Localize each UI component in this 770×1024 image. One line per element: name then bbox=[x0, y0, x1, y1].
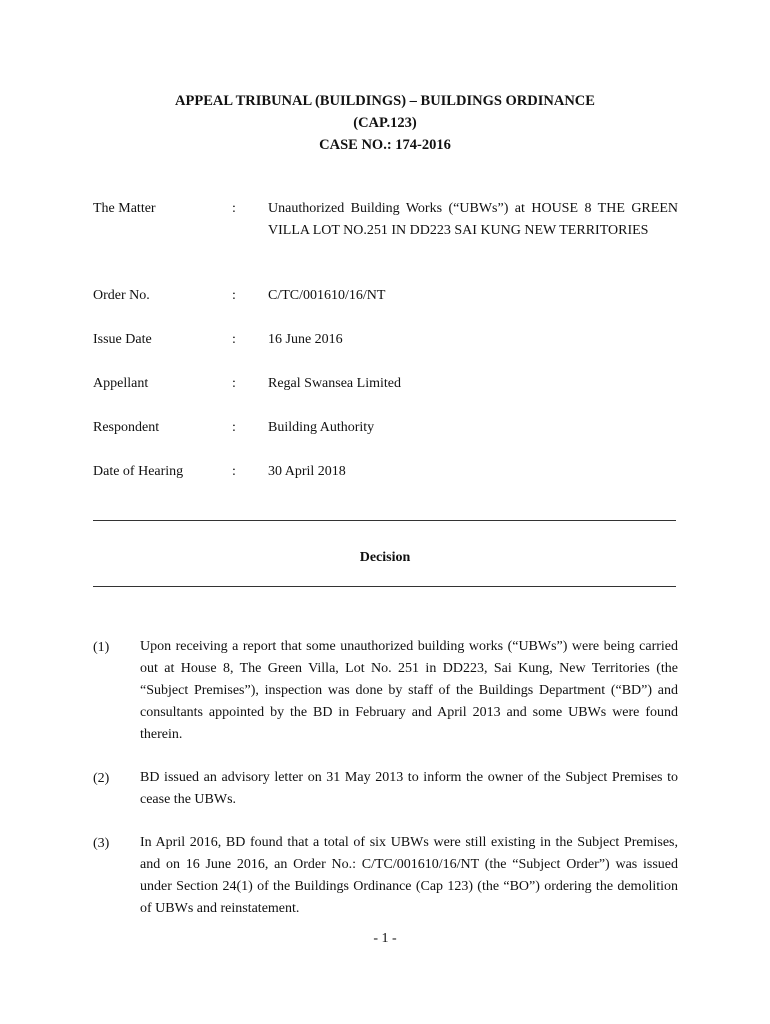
divider-top bbox=[93, 520, 676, 521]
divider-bottom bbox=[93, 586, 676, 587]
field-value-appellant: Regal Swansea Limited bbox=[268, 376, 401, 391]
heading-line-2: (CAP.123) bbox=[353, 115, 417, 131]
paragraph-number: (3) bbox=[93, 836, 110, 851]
paragraph-number: (2) bbox=[93, 771, 110, 786]
heading-line-3: CASE NO.: 174-2016 bbox=[319, 137, 451, 153]
document-heading bbox=[0, 90, 770, 156]
field-label-respondent: Respondent bbox=[93, 420, 160, 435]
paragraph-number: (1) bbox=[93, 640, 110, 655]
decision-title: Decision bbox=[359, 550, 411, 565]
field-colon: : bbox=[232, 332, 236, 347]
paragraph-text: BD issued an advisory letter on 31 May 2013 to inform the owner of the Subject Premises to cease the UBWs. bbox=[140, 770, 678, 807]
field-value-matter: Unauthorized Building Works (“UBWs”) at HOUSE 8 THE GREEN VILLA LOT NO.251 IN DD223 SAI KUNG NEW TERRITORIES bbox=[268, 201, 678, 238]
field-value-order-no: C/TC/001610/16/NT bbox=[268, 288, 386, 303]
field-colon: : bbox=[232, 420, 236, 435]
paragraph-text: Upon receiving a report that some unauthorized building works (“UBWs”) were being carried out at House 8, The Green Villa, Lot No. 251 in DD223, Sai Kung, New Territories (the “Subject Premises”), inspection was done by staff of the Buildings Department (“BD”) and consultants appointed by the BD in February and April 2013 and some UBWs were found therein. bbox=[140, 639, 678, 742]
field-label-date-of-hearing: Date of Hearing bbox=[93, 464, 184, 479]
field-value-date-of-hearing: 30 April 2018 bbox=[268, 464, 346, 479]
field-label-issue-date: Issue Date bbox=[93, 332, 152, 347]
field-colon: : bbox=[232, 288, 236, 303]
field-colon: : bbox=[232, 201, 236, 216]
field-value-respondent: Building Authority bbox=[268, 420, 375, 435]
field-label-matter: The Matter bbox=[93, 201, 156, 216]
page-number: - 1 - bbox=[373, 931, 397, 946]
heading-line-1: APPEAL TRIBUNAL (BUILDINGS) – BUILDINGS ORDINANCE bbox=[175, 93, 595, 109]
field-label-appellant: Appellant bbox=[93, 376, 149, 391]
field-colon: : bbox=[232, 464, 236, 479]
paragraph-text: In April 2016, BD found that a total of six UBWs were still existing in the Subject Premises, and on 16 June 2016, an Order No.: C/TC/001610/16/NT (the “Subject Order”) was issued under Section 24(1) of the Buildings Ordinance (Cap 123) (the “BO”) ordering the demolition of UBWs and reinstatement. bbox=[140, 835, 678, 916]
field-colon: : bbox=[232, 376, 236, 391]
field-value-issue-date: 16 June 2016 bbox=[268, 332, 343, 347]
field-label-order-no: Order No. bbox=[93, 288, 150, 303]
